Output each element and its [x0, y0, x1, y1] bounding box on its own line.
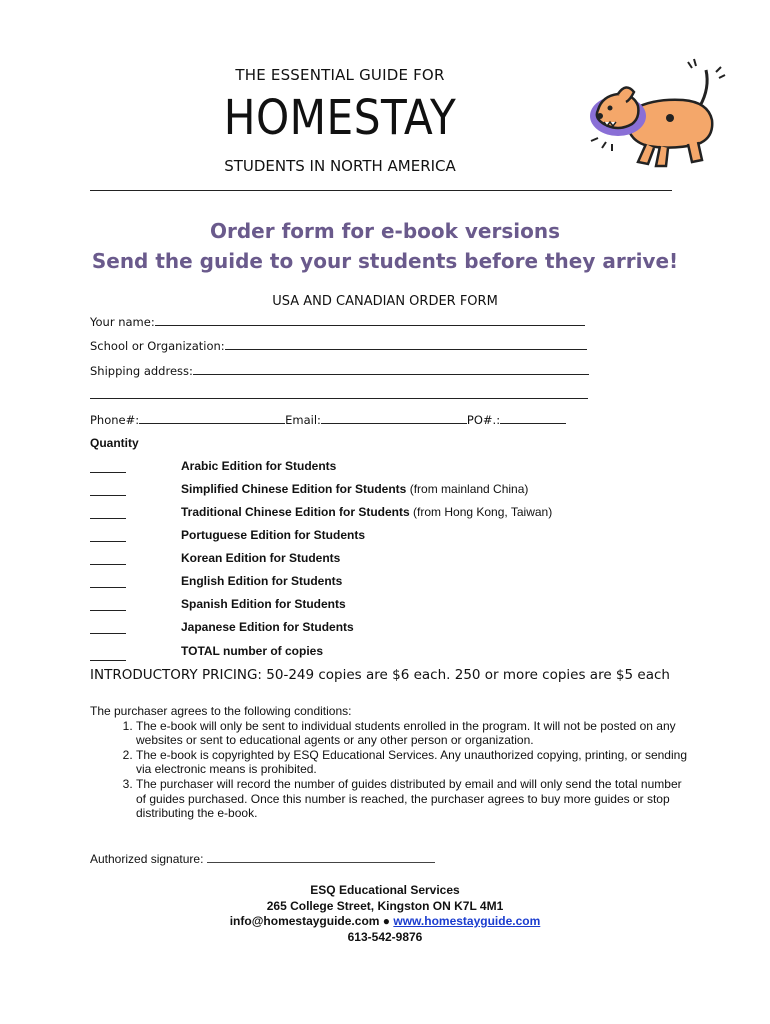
- header-subtitle: STUDENTS IN NORTH AMERICA: [224, 157, 456, 175]
- phone-input-line[interactable]: [139, 412, 285, 424]
- edition-label: English Edition for Students: [181, 574, 343, 588]
- shipping-field[interactable]: [90, 363, 589, 378]
- header-divider: [90, 190, 672, 191]
- quantity-blank[interactable]: [90, 461, 126, 473]
- email-input-line[interactable]: [321, 412, 467, 424]
- footer-contact: [0, 883, 770, 945]
- po-label: PO#.:: [466, 413, 501, 427]
- condition-item: 3. The purchaser will record the number of guides distributed by email and will only send the total number of guides purchased. Once this number is reached, the purchaser agrees to buy more guides or stop distributing the e-book.: [136, 777, 690, 821]
- edition-label: Korean Edition for Students: [181, 551, 341, 565]
- shipping-label: Shipping address:: [90, 364, 193, 378]
- school-input-line[interactable]: [225, 338, 587, 350]
- quantity-blank[interactable]: [90, 649, 126, 661]
- quantity-blank[interactable]: [90, 530, 126, 542]
- quantity-header: Quantity: [90, 436, 139, 450]
- email-label: Email:: [285, 413, 321, 427]
- shipping-input-line2[interactable]: [90, 387, 588, 399]
- edition-label: Spanish Edition for Students: [181, 597, 346, 611]
- signature-field[interactable]: [90, 852, 435, 866]
- phone-label: Phone#:: [90, 413, 140, 427]
- school-label: School or Organization:: [90, 339, 225, 353]
- edition-label: Traditional Chinese Edition for Students (from Hong Kong, Taiwan): [181, 505, 553, 519]
- shipping-field-line2[interactable]: [90, 387, 588, 402]
- quantity-blank[interactable]: [90, 507, 126, 519]
- quantity-blank[interactable]: [90, 599, 126, 611]
- quantity-blank[interactable]: [90, 484, 126, 496]
- edition-row-total: [90, 644, 730, 662]
- signature-label: Authorized signature:: [90, 852, 204, 866]
- edition-label: Portuguese Edition for Students: [181, 528, 366, 542]
- pricing-text: INTRODUCTORY PRICING: 50-249 copies are $6 each. 250 or more copies are $5 each: [90, 667, 670, 683]
- order-heading-line1: Order form for e-book versions: [210, 219, 560, 243]
- po-input-line[interactable]: [500, 412, 566, 424]
- edition-label: Japanese Edition for Students: [181, 620, 354, 634]
- footer-phone: 613-542-9876: [347, 929, 423, 944]
- conditions-list: [90, 719, 690, 821]
- edition-row: [90, 528, 730, 546]
- contact-fields-row: [90, 412, 566, 427]
- footer-email[interactable]: info@homestayguide.com: [229, 914, 380, 928]
- edition-label: Simplified Chinese Edition for Students (from mainland China): [181, 482, 529, 496]
- edition-row: [90, 620, 730, 638]
- signature-line[interactable]: [207, 852, 435, 863]
- condition-item: 2. The e-book is copyrighted by ESQ Educational Services. Any unauthorized copying, printing, or sending via electronic means is prohibited.: [136, 748, 690, 777]
- cartoon-dog-icon: [588, 58, 738, 173]
- footer-address: 265 College Street, Kingston ON K7L 4M1: [266, 898, 504, 913]
- quantity-blank[interactable]: [90, 576, 126, 588]
- condition-item: 1. The e-book will only be sent to individual students enrolled in the program. It will not be posted on any websites or sent to educational agents or any other person or organization.: [136, 719, 690, 748]
- edition-row: [90, 505, 730, 523]
- footer-contact-line: [0, 914, 770, 930]
- your-name-field[interactable]: [90, 314, 585, 329]
- shipping-input-line[interactable]: [193, 363, 589, 375]
- quantity-blank[interactable]: [90, 622, 126, 634]
- school-field[interactable]: [90, 338, 587, 353]
- form-title: USA AND CANADIAN ORDER FORM: [272, 294, 498, 309]
- your-name-input-line[interactable]: [155, 314, 585, 326]
- edition-row: [90, 574, 730, 592]
- footer-website-link[interactable]: www.homestayguide.com: [393, 914, 541, 928]
- order-heading-line2: Send the guide to your students before they arrive!: [91, 249, 679, 273]
- edition-label: Arabic Edition for Students: [181, 459, 337, 473]
- conditions-section: [90, 704, 690, 821]
- footer-company: ESQ Educational Services: [310, 883, 460, 897]
- edition-row: [90, 597, 730, 615]
- bullet-separator: ●: [379, 914, 394, 928]
- header-title: HOMESTAY: [223, 90, 457, 146]
- your-name-label: Your name:: [90, 315, 155, 329]
- quantity-blank[interactable]: [90, 553, 126, 565]
- conditions-intro: The purchaser agrees to the following conditions:: [90, 704, 352, 718]
- edition-row: [90, 482, 730, 500]
- edition-label: TOTAL number of copies: [181, 644, 324, 658]
- edition-row: [90, 551, 730, 569]
- header-top-line: THE ESSENTIAL GUIDE FOR: [235, 66, 445, 84]
- edition-row: [90, 459, 730, 477]
